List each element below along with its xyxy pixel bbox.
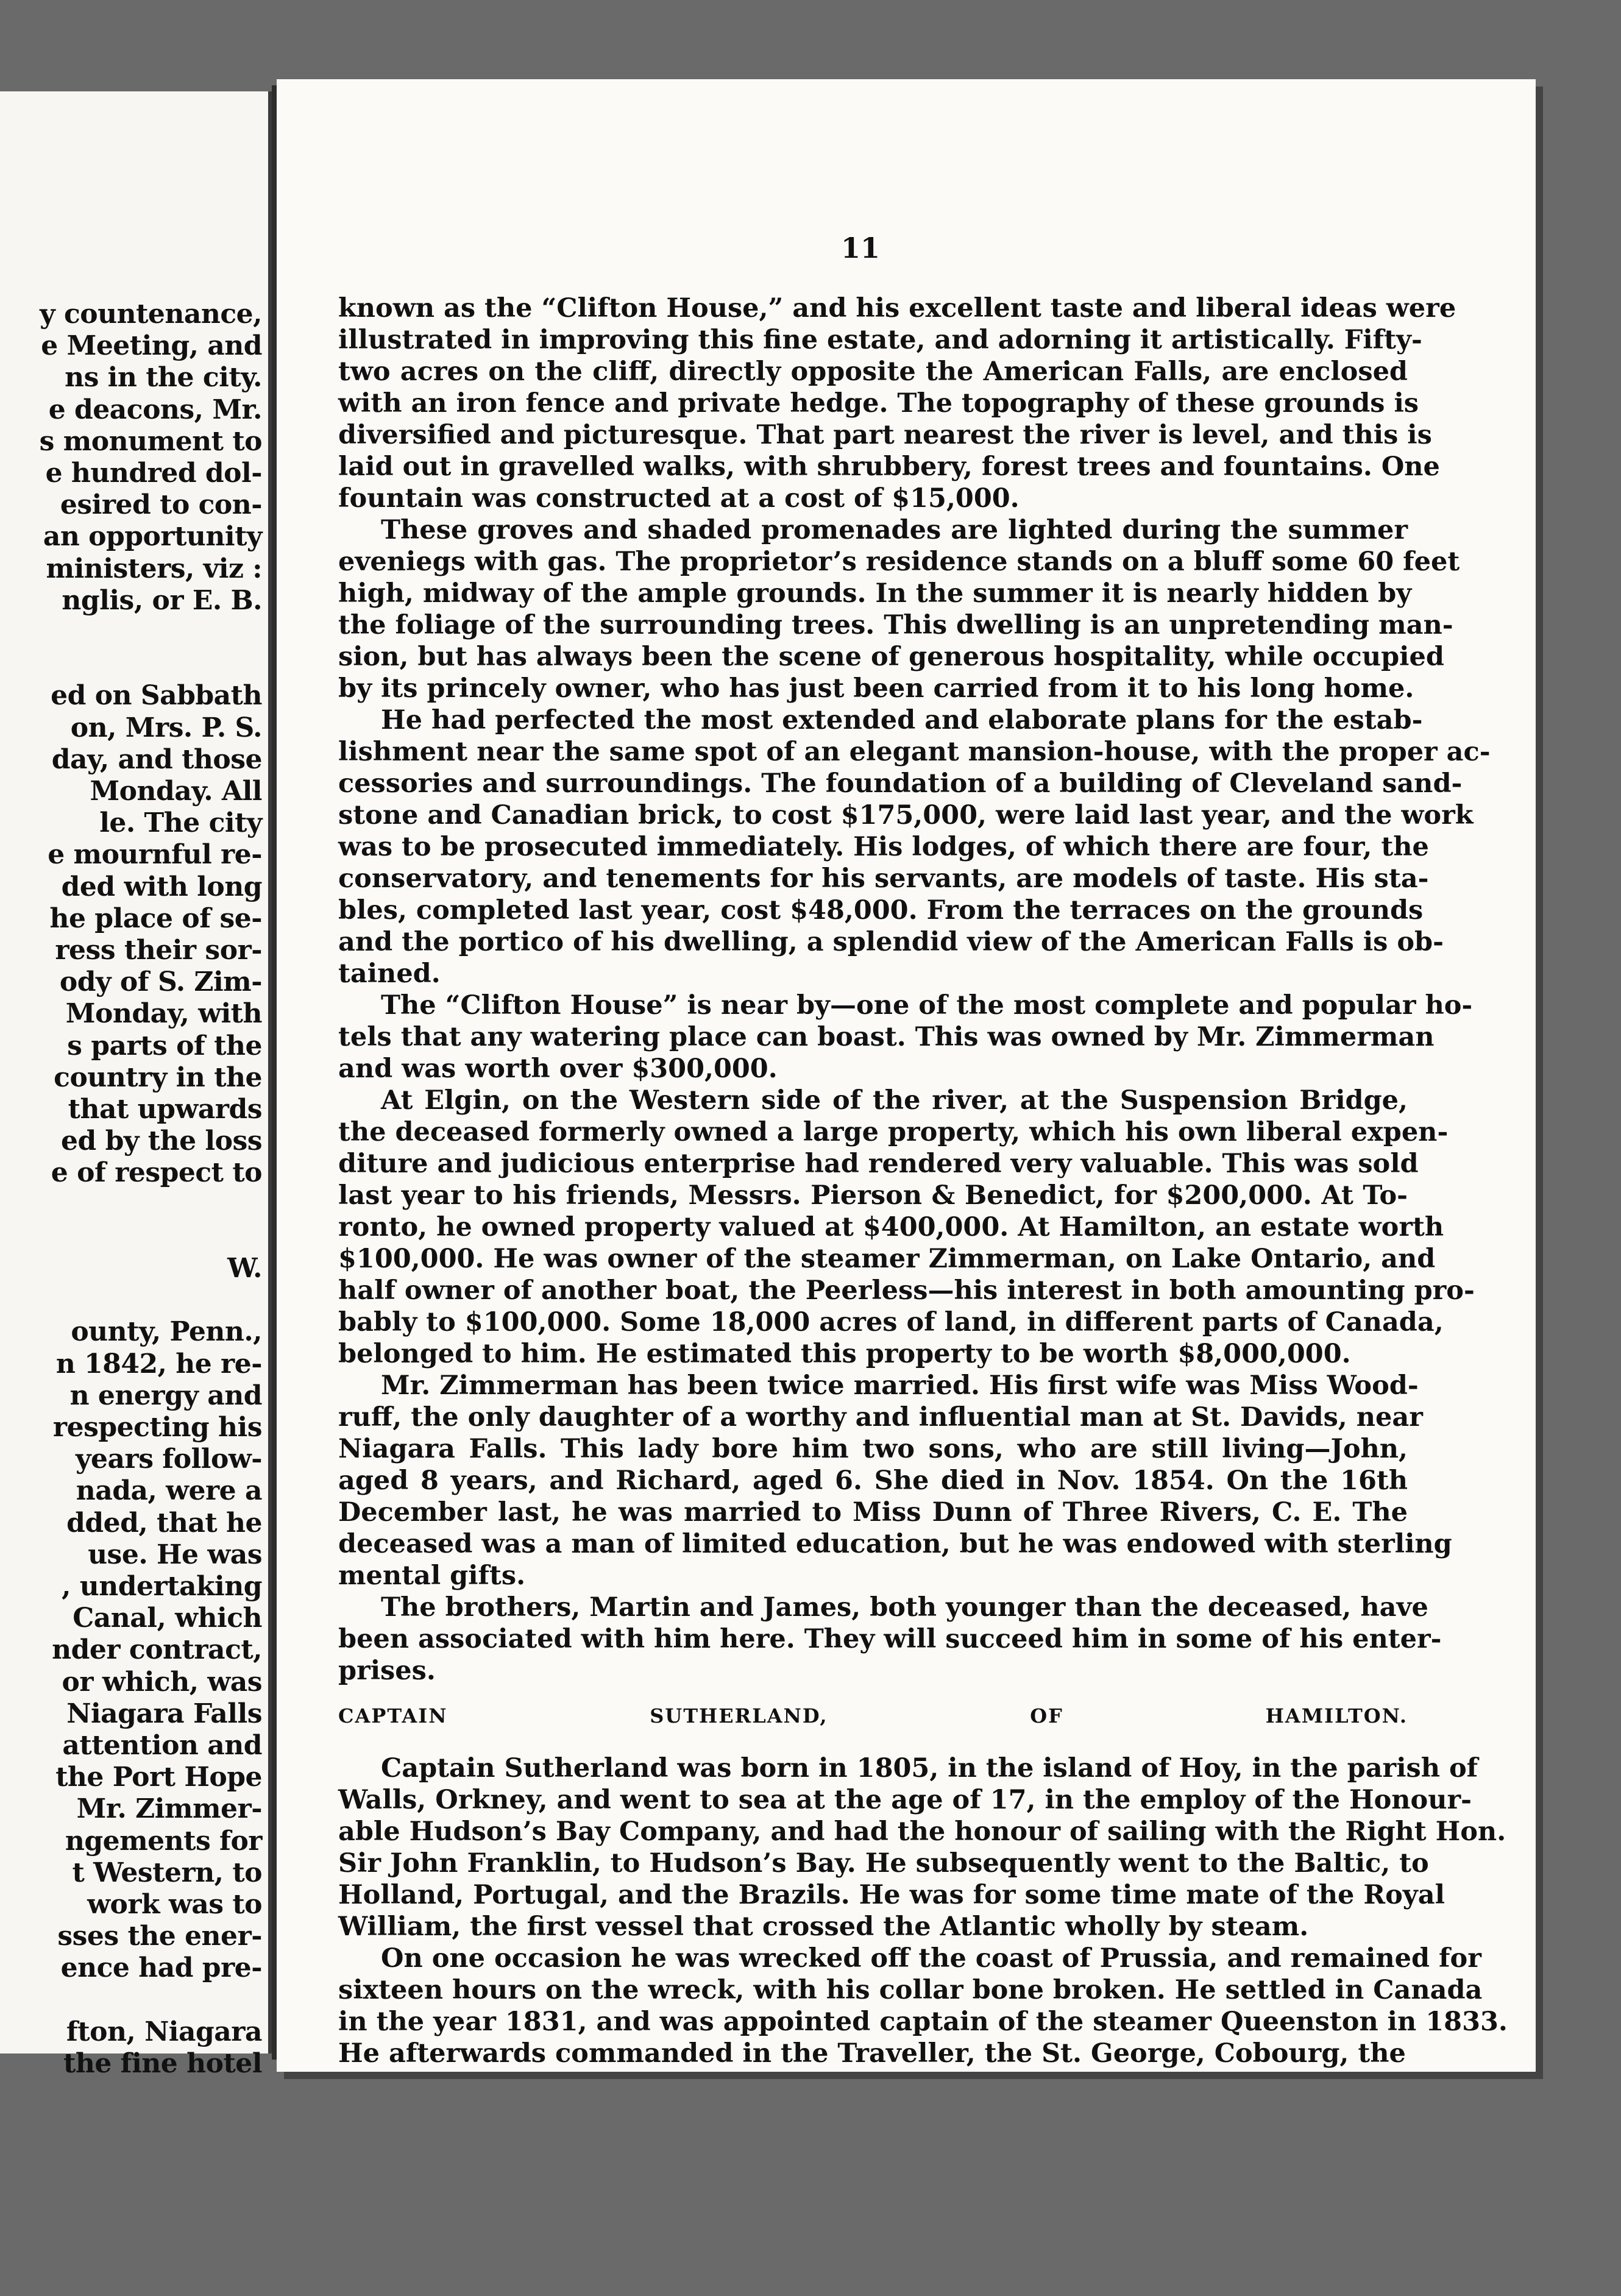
- left-page-line: the fine hotel: [63, 2048, 262, 2079]
- paragraph: [338, 704, 1491, 990]
- text-line: eveniegs with gas. The proprietor’s residence stands on a bluff some 60 feet: [338, 547, 1460, 577]
- paragraph: [338, 990, 1473, 1085]
- left-page-line: day, and those: [51, 743, 262, 775]
- text-line: tained.: [338, 958, 441, 989]
- text-line: been associated with him here. They will succeed him in some of his enter-: [338, 1624, 1442, 1654]
- left-page-line: s parts of the: [67, 1030, 262, 1061]
- left-page-line: ns in the city.: [65, 362, 262, 394]
- text-line: laid out in gravelled walks, with shrubbery, forest trees and fountains. One: [338, 452, 1440, 482]
- left-page-line: s monument to: [39, 425, 262, 457]
- text-line: lishment near the same spot of an elegant mansion-house, with the proper ac-: [338, 737, 1491, 767]
- text-line: by its princely owner, who has just been carried from it to his long home.: [338, 673, 1414, 704]
- text-line: These groves and shaded promenades are lighted during the summer: [381, 515, 1408, 545]
- text-line: Captain Sutherland was born in 1805, in the island of Hoy, in the parish of: [381, 1753, 1478, 1784]
- left-page-line: nada, were a: [76, 1475, 262, 1507]
- left-page-line: use. He was: [88, 1539, 262, 1570]
- left-page-line: Monday. All: [90, 776, 262, 807]
- text-line: half owner of another boat, the Peerless—his interest in both amounting pro-: [338, 1275, 1475, 1306]
- text-line: conservatory, and tenements for his servants, are models of taste. His sta-: [338, 863, 1429, 894]
- left-page-line: dded, that he: [66, 1507, 262, 1539]
- left-page-line: ed by the loss: [61, 1125, 262, 1157]
- left-page-line: fton, Niagara: [66, 2016, 262, 2047]
- paragraph: [338, 1085, 1475, 1370]
- text-line: prises.: [338, 1656, 436, 1686]
- text-line: aged 8 years, and Richard, aged 6. She died in Nov. 1854. On the 16th: [338, 1465, 1408, 1496]
- left-page-line: e Meeting, and: [41, 330, 262, 362]
- left-page-line: ody of S. Zim-: [59, 966, 262, 998]
- text-line: cessories and surroundings. The foundation of a building of Cleveland sand-: [338, 768, 1463, 799]
- text-line: with an iron fence and private hedge. The topography of these grounds is: [338, 388, 1419, 419]
- text-line: able Hudson’s Bay Company, and had the honour of sailing with the Right Hon.: [338, 1816, 1506, 1847]
- left-page-line: or which, was: [62, 1666, 262, 1698]
- left-page-line: t Western, to: [72, 1857, 262, 1888]
- left-page-line: ed on Sabbath: [51, 680, 262, 712]
- left-page-line: attention and: [62, 1730, 262, 1761]
- left-page-line: sses the ener-: [57, 1921, 262, 1952]
- text-line: ronto, he owned property valued at $400,000. At Hamilton, an estate worth: [338, 1212, 1444, 1242]
- left-page-line: ministers, viz :: [46, 553, 262, 584]
- left-page-line: n 1842, he re-: [55, 1348, 262, 1380]
- left-page-line: esired to con-: [60, 489, 262, 521]
- left-page-line: e mournful re-: [48, 839, 262, 871]
- text-line: sion, but has always been the scene of generous hospitality, while occupied: [338, 642, 1444, 672]
- left-page-line: W.: [227, 1253, 262, 1284]
- left-page-line: respecting his: [52, 1412, 262, 1443]
- left-page-line: e deacons, Mr.: [48, 394, 262, 425]
- left-page-line: e hundred dol-: [45, 458, 262, 489]
- text-line: the foliage of the surrounding trees. This dwelling is an unpretending man-: [338, 610, 1453, 640]
- left-page-line: country in the: [54, 1061, 262, 1093]
- text-line: deceased was a man of limited education, but he was endowed with sterling: [338, 1529, 1452, 1559]
- text-line: stone and Canadian brick, to cost $175,000, were laid last year, and the work: [338, 800, 1474, 831]
- text-line: ruff, the only daughter of a worthy and influential man at St. Davids, near: [338, 1402, 1423, 1433]
- text-line: On one occasion he was wrecked off the coast of Prussia, and remained for: [381, 1943, 1481, 1974]
- text-line: the deceased formerly owned a large property, which his own liberal expen-: [338, 1117, 1449, 1147]
- main-text: [338, 292, 1508, 2069]
- left-page-line: Mr. Zimmer-: [76, 1793, 262, 1825]
- paragraph: [338, 1370, 1452, 1592]
- left-page-line: ded with long: [61, 871, 262, 902]
- left-page-line: e of respect to: [51, 1157, 262, 1189]
- left-page-line: y countenance,: [40, 299, 262, 330]
- left-page-line: , undertaking: [62, 1571, 262, 1602]
- left-page-line: he place of se-: [49, 902, 262, 934]
- left-facing-page: [0, 91, 272, 2079]
- text-line: diversified and picturesque. That part nearest the river is level, and this is: [338, 420, 1432, 450]
- text-line: tels that any watering place can boast. This was owned by Mr. Zimmerman: [338, 1022, 1435, 1052]
- text-line: December last, he was married to Miss Dunn of Three Rivers, C. E. The: [338, 1497, 1408, 1528]
- left-page-line: ence had pre-: [60, 1952, 262, 1984]
- text-line: Holland, Portugal, and the Brazils. He was for some time mate of the Royal: [338, 1880, 1445, 1910]
- text-line: Mr. Zimmerman has been twice married. His first wife was Miss Wood-: [381, 1370, 1419, 1401]
- left-page-line: that upwards: [68, 1094, 262, 1125]
- paragraph: [338, 514, 1460, 704]
- left-page-line: ounty, Penn.,: [71, 1316, 262, 1348]
- text-line: high, midway of the ample grounds. In the summer it is nearly hidden by: [338, 578, 1412, 609]
- text-line: Sir John Franklin, to Hudson’s Bay. He subsequently went to the Baltic, to: [338, 1848, 1429, 1879]
- paragraph: [338, 1592, 1442, 1687]
- text-line: mental gifts.: [338, 1561, 526, 1591]
- left-page-line: Monday, with: [65, 998, 262, 1030]
- text-line: illustrated in improving this fine estate, and adorning it artistically. Fifty-: [338, 325, 1422, 355]
- left-page-line: Niagara Falls: [66, 1698, 262, 1729]
- text-line: William, the first vessel that crossed the Atlantic wholly by steam.: [338, 1912, 1309, 1942]
- left-page-line: nglis, or E. B.: [62, 584, 262, 616]
- left-page-line: the Port Hope: [55, 1762, 262, 1793]
- left-page-line: Canal, which: [73, 1603, 262, 1634]
- text-line: Niagara Falls. This lady bore him two sons, who are still living—John,: [338, 1434, 1408, 1464]
- left-page-line: nder contract,: [52, 1634, 262, 1666]
- page-number: 11: [841, 232, 881, 264]
- text-line: $100,000. He was owner of the steamer Zimmerman, on Lake Ontario, and: [338, 1244, 1436, 1274]
- text-line: belonged to him. He estimated this property to be worth $8,000,000.: [338, 1339, 1351, 1369]
- text-line: He afterwards commanded in the Traveller, the St. George, Cobourg, the: [338, 2038, 1406, 2069]
- left-page-line: an opportunity: [43, 521, 262, 553]
- left-page-line: work was to: [87, 1889, 262, 1920]
- text-line: was to be prosecuted immediately. His lodges, of which there are four, the: [338, 832, 1429, 862]
- text-line: Walls, Orkney, and went to sea at the age of 17, in the employ of the Honour-: [338, 1785, 1472, 1815]
- left-page-line: on, Mrs. P. S.: [70, 712, 262, 743]
- paragraph: [338, 1943, 1508, 2069]
- book-gutter: [272, 85, 277, 2060]
- left-page-line: le. The city: [99, 807, 262, 839]
- text-line: known as the “Clifton House,” and his excellent taste and liberal ideas were: [338, 293, 1456, 324]
- text-line: At Elgin, on the Western side of the river, at the Suspension Bridge,: [381, 1085, 1408, 1116]
- text-line: diture and judicious enterprise had rendered very valuable. This was sold: [338, 1149, 1419, 1179]
- text-line: last year to his friends, Messrs. Pierson & Benedict, for $200,000. At To-: [338, 1180, 1408, 1211]
- text-line: and was worth over $300,000.: [338, 1054, 778, 1084]
- left-page-line: ngements for: [65, 1825, 262, 1857]
- text-line: The “Clifton House” is near by—one of the most complete and popular ho-: [381, 990, 1473, 1021]
- text-line: bably to $100,000. Some 18,000 acres of land, in different parts of Canada,: [338, 1307, 1444, 1338]
- left-page-line: ress their sor-: [55, 935, 262, 966]
- text-line: sixteen hours on the wreck, with his collar bone broken. He settled in Canada: [338, 1975, 1483, 2005]
- text-line: two acres on the cliff, directly opposite the American Falls, are enclosed: [338, 356, 1408, 387]
- text-line: in the year 1831, and was appointed captain of the steamer Queenston in 1833.: [338, 2007, 1508, 2037]
- text-line: The brothers, Martin and James, both younger than the deceased, have: [381, 1592, 1428, 1623]
- left-page-line: n energy and: [69, 1380, 262, 1411]
- section-heading: CAPTAIN SUTHERLAND, OF HAMILTON.: [338, 1704, 1408, 1727]
- text-line: He had perfected the most extended and elaborate plans for the estab-: [381, 705, 1423, 735]
- paragraph: [338, 292, 1456, 514]
- text-line: bles, completed last year, cost $48,000. From the terraces on the grounds: [338, 895, 1424, 926]
- text-line: fountain was constructed at a cost of $15,000.: [338, 483, 1020, 514]
- text-line: and the portico of his dwelling, a splendid view of the American Falls is ob-: [338, 927, 1444, 957]
- paragraph: [338, 1752, 1506, 1943]
- left-page-line: years follow-: [75, 1444, 262, 1475]
